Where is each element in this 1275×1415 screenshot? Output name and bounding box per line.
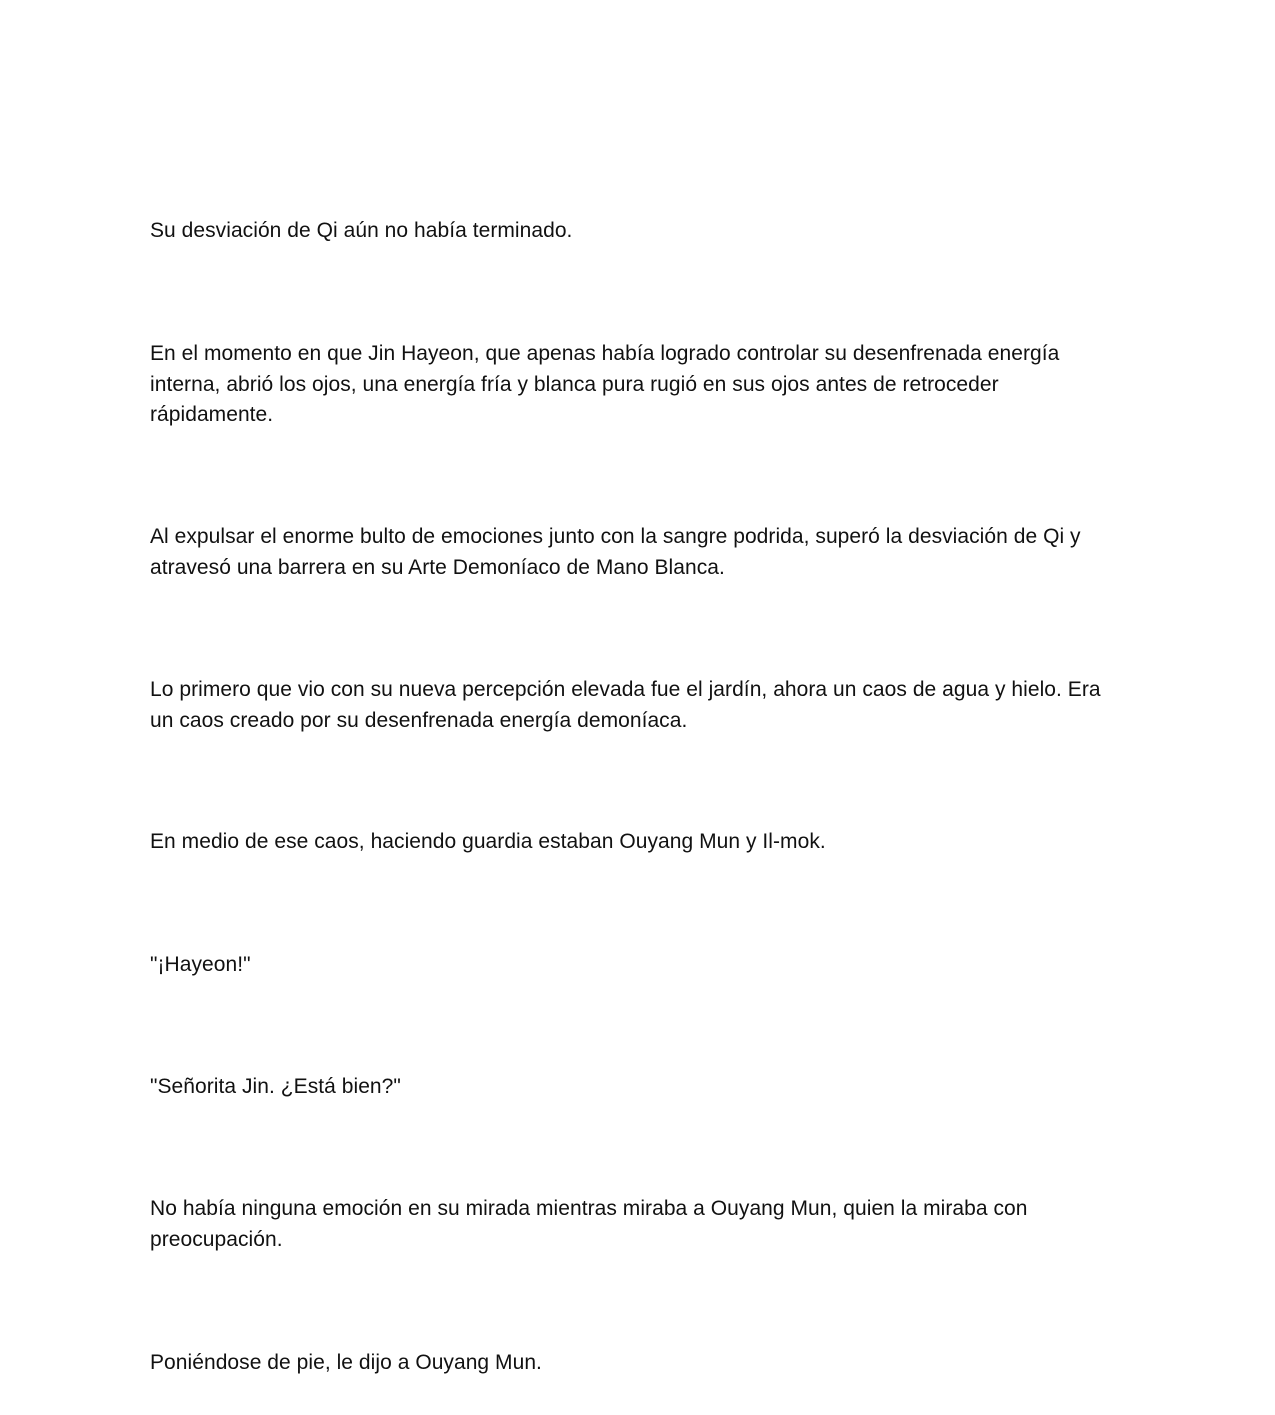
paragraph: En medio de ese caos, haciendo guardia estaban Ouyang Mun y Il-mok. [150, 830, 826, 853]
paragraph: Poniéndose de pie, le dijo a Ouyang Mun. [150, 1351, 542, 1374]
paragraph: No había ninguna emoción en su mirada mientras miraba a Ouyang Mun, quien la miraba con preocupación. [150, 1197, 1028, 1251]
paragraph: Su desviación de Qi aún no había terminado. [150, 219, 573, 242]
dialogue-line: "¡Hayeon!" [150, 953, 251, 976]
dialogue-line: "Señorita Jin. ¿Está bien?" [150, 1075, 401, 1098]
paragraph: Lo primero que vio con su nueva percepción elevada fue el jardín, ahora un caos de agua y hielo. Era un caos creado por su desenfrenada energía demoníaca. [150, 678, 1101, 732]
paragraph: En el momento en que Jin Hayeon, que apenas había logrado controlar su desenfrenada energía interna, abrió los ojos, una energía fría y blanca pura rugió en sus ojos antes de retroceder rápidamente. [150, 342, 1060, 426]
paragraph: Al expulsar el enorme bulto de emociones junto con la sangre podrida, superó la desviación de Qi y atravesó una barrera en su Arte Demoníaco de Mano Blanca. [150, 525, 1081, 579]
